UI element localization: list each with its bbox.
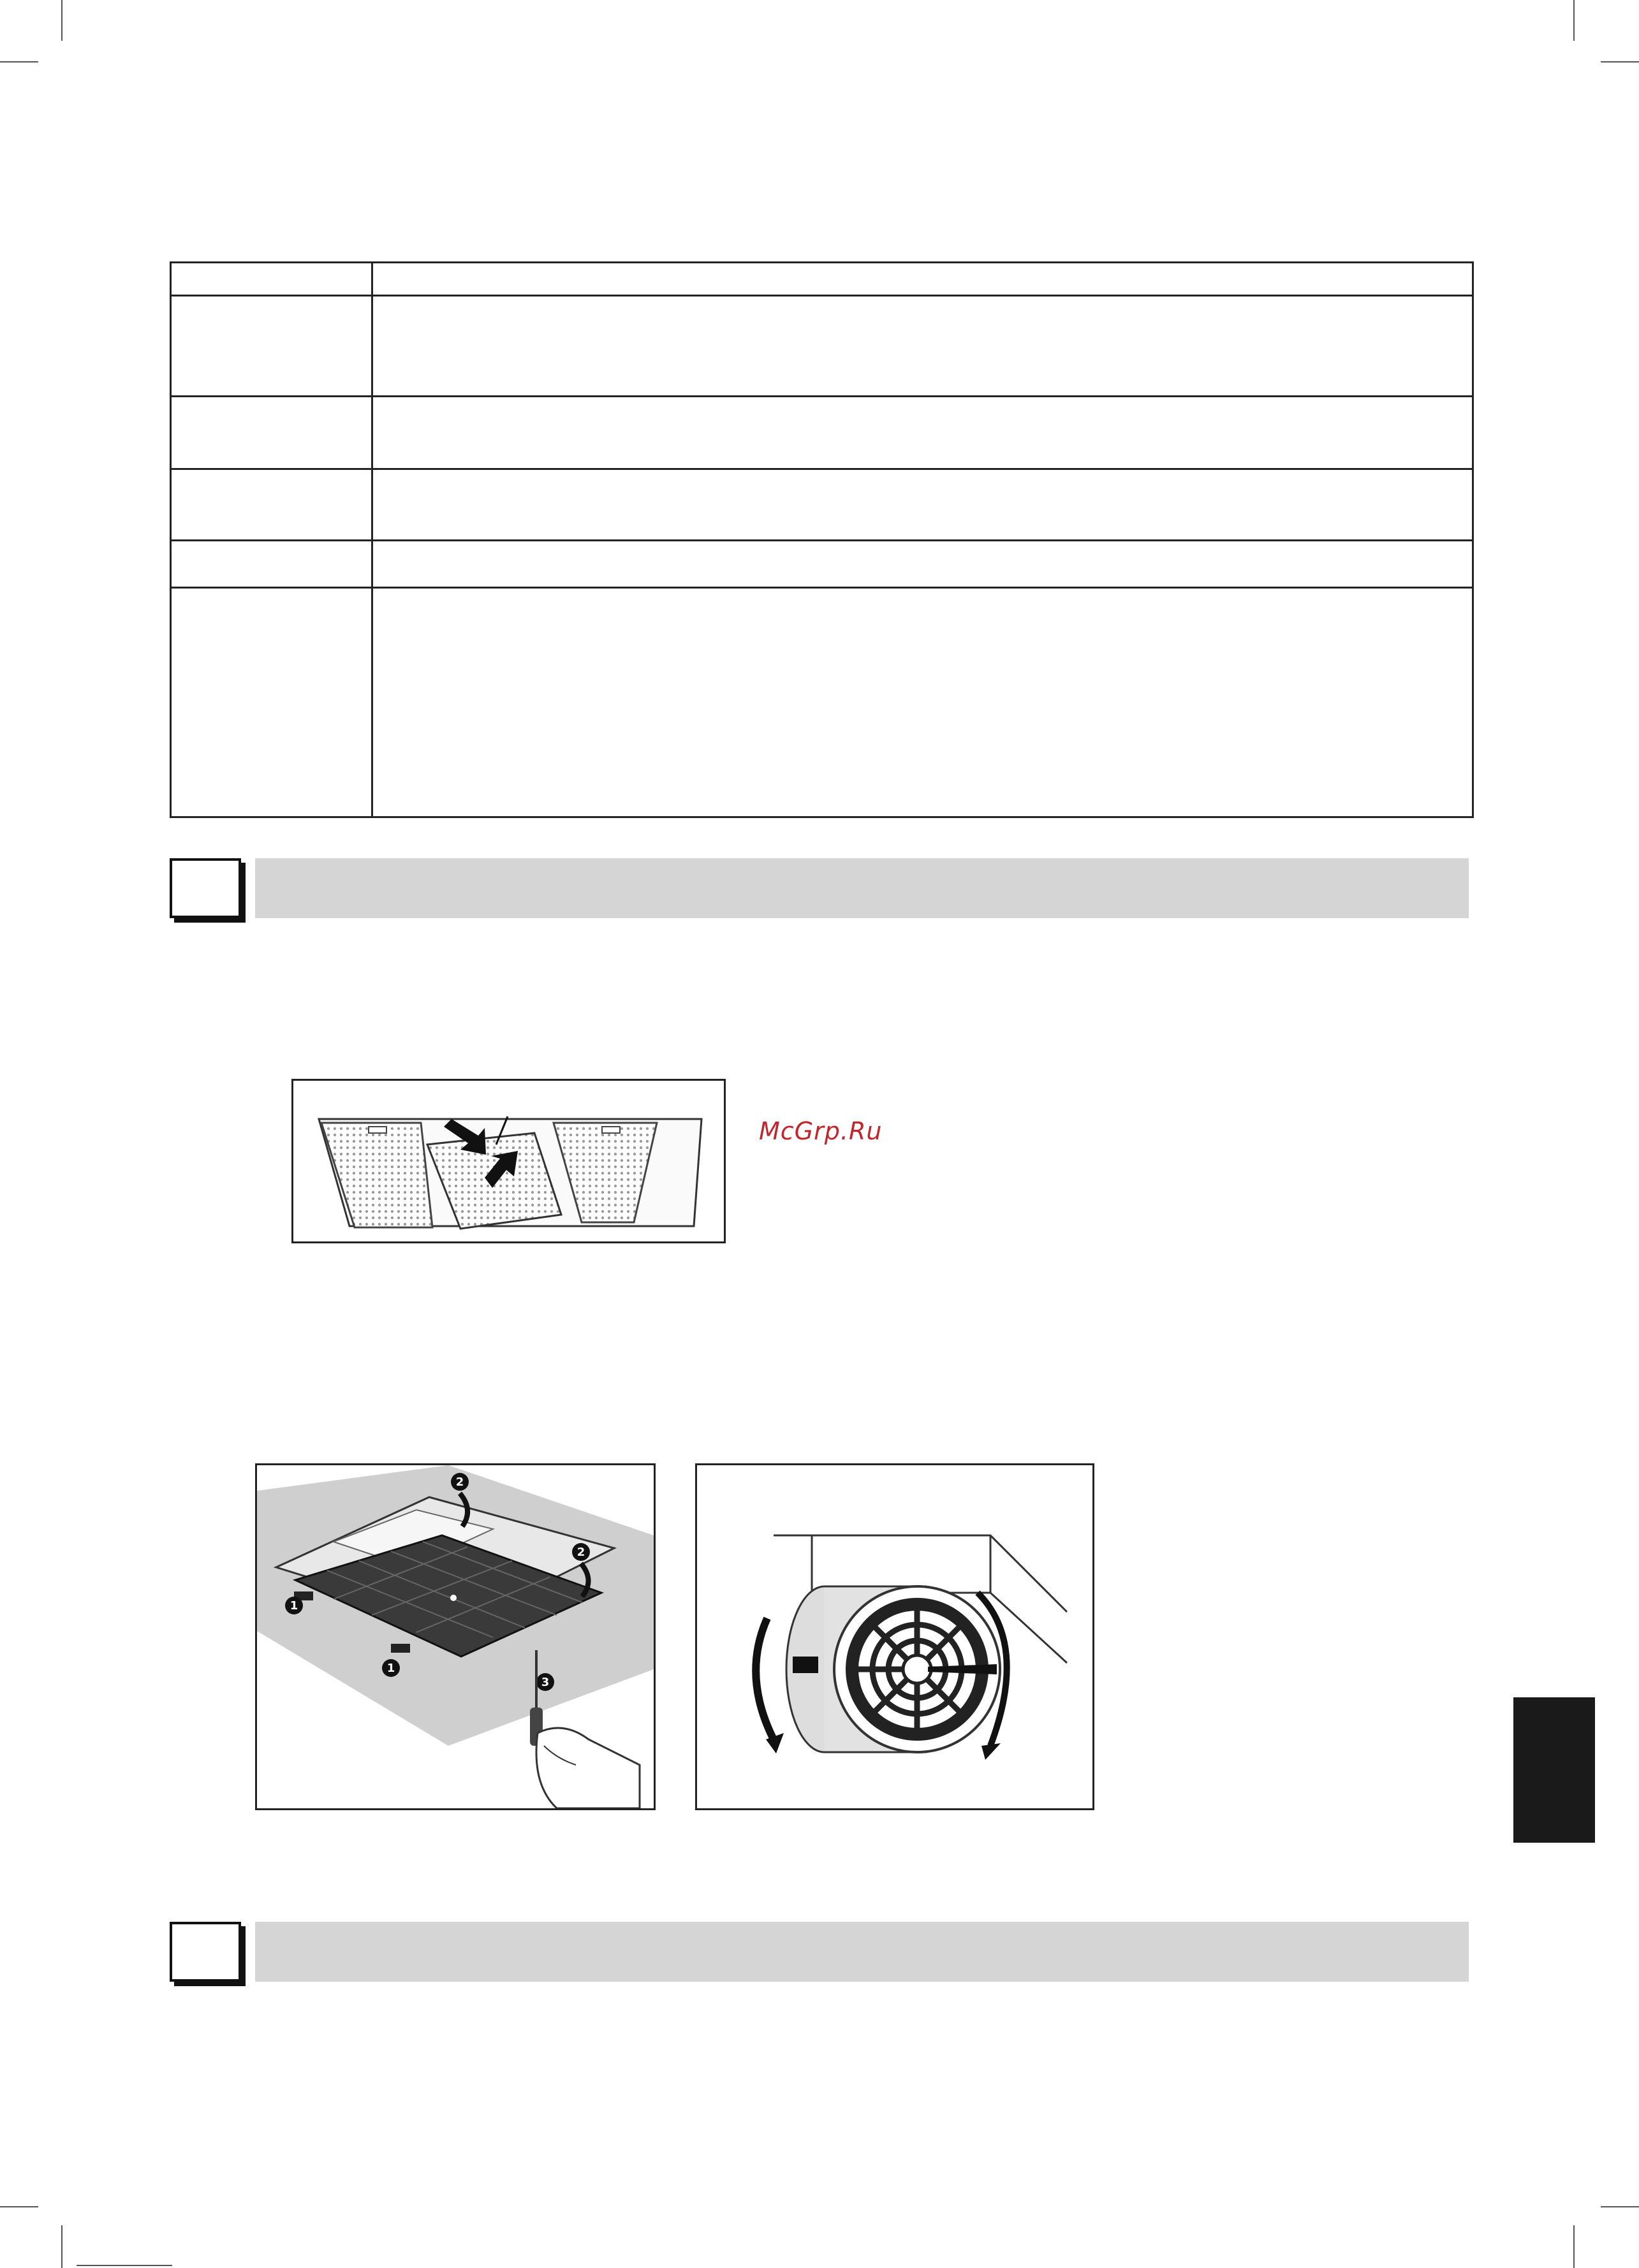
table-cell bbox=[171, 263, 372, 296]
carbon-filter-illustration bbox=[257, 1465, 654, 1808]
callout-1: 1 bbox=[386, 1662, 395, 1675]
crop-mark bbox=[1601, 2206, 1639, 2207]
watermark-text: McGrp.Ru bbox=[759, 1117, 883, 1145]
table-row bbox=[171, 588, 1473, 817]
section-title-bar bbox=[255, 858, 1469, 918]
table-row bbox=[171, 296, 1473, 397]
motor-filter-illustration bbox=[697, 1465, 1092, 1808]
table-cell bbox=[372, 296, 1473, 397]
specification-table bbox=[170, 261, 1474, 818]
crop-mark bbox=[77, 2265, 172, 2266]
table-cell bbox=[372, 541, 1473, 588]
table-cell bbox=[171, 541, 372, 588]
callout-1: 1 bbox=[290, 1599, 298, 1613]
table-cell bbox=[372, 588, 1473, 817]
table-cell bbox=[171, 397, 372, 469]
crop-mark bbox=[0, 2206, 38, 2207]
table-cell bbox=[171, 296, 372, 397]
section-number-box bbox=[170, 858, 241, 918]
table-cell bbox=[372, 469, 1473, 541]
crop-mark bbox=[1601, 61, 1639, 62]
crop-mark bbox=[1573, 0, 1575, 41]
table-cell bbox=[372, 263, 1473, 296]
callout-2: 2 bbox=[455, 1475, 464, 1489]
callout-2: 2 bbox=[577, 1546, 585, 1559]
figure-carbon-filter-install bbox=[255, 1463, 656, 1810]
figure-motor-filter-rotate bbox=[695, 1463, 1094, 1810]
crop-mark bbox=[1573, 2225, 1575, 2268]
figure-grease-filters bbox=[291, 1079, 726, 1243]
table-cell bbox=[171, 469, 372, 541]
page-tab-marker bbox=[1513, 1697, 1595, 1843]
crop-mark bbox=[61, 2225, 62, 2268]
table-cell bbox=[372, 397, 1473, 469]
table-cell bbox=[171, 588, 372, 817]
callout-3: 3 bbox=[541, 1676, 550, 1689]
grease-filters-illustration bbox=[293, 1081, 724, 1241]
table-row bbox=[171, 263, 1473, 296]
section-title-bar bbox=[255, 1922, 1469, 1982]
table-row bbox=[171, 397, 1473, 469]
crop-mark bbox=[61, 0, 62, 41]
table-row bbox=[171, 541, 1473, 588]
table-row bbox=[171, 469, 1473, 541]
crop-mark bbox=[0, 61, 38, 62]
section-number-box bbox=[170, 1922, 241, 1982]
